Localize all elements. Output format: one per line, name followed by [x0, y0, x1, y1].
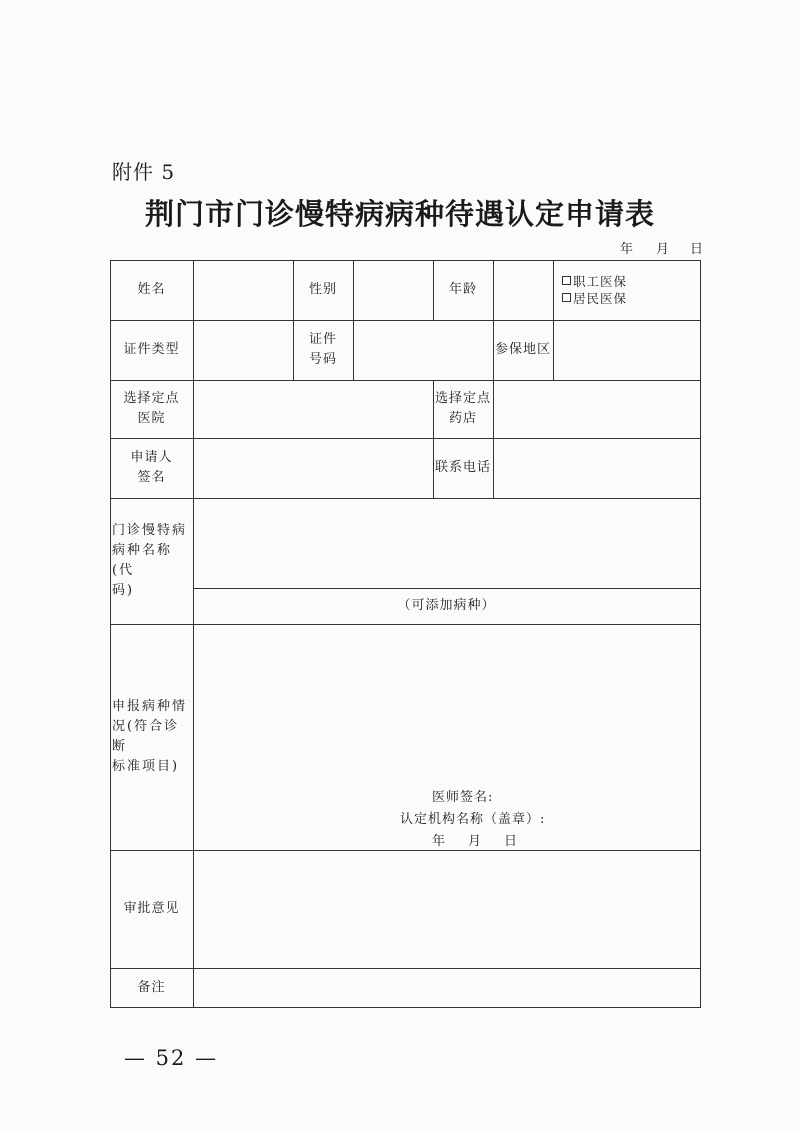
id-number-label-line: 证件: [308, 332, 337, 347]
date-year: 年: [620, 242, 634, 257]
sign-day: 日: [504, 834, 519, 849]
age-field[interactable]: [493, 260, 553, 320]
employee-insurance-label: 职工医保: [573, 274, 628, 289]
pharmacy-label-line: 药店: [448, 411, 477, 426]
disease-label-line: 病种名称(代: [112, 543, 173, 578]
checkbox-icon[interactable]: [562, 293, 571, 302]
region-label: 参保地区: [494, 342, 551, 357]
checkbox-icon[interactable]: [562, 276, 571, 285]
disease-name-label: [112, 498, 193, 624]
remarks-field[interactable]: [193, 968, 700, 1007]
id-number-label: [293, 320, 353, 380]
applicant-signature-field[interactable]: [193, 438, 433, 498]
name-field[interactable]: [193, 260, 293, 320]
institution-name-label: 认定机构名称（盖章）:: [400, 812, 546, 827]
resident-insurance-label: 居民医保: [573, 291, 628, 306]
applicant-label-line: 申请人: [130, 450, 173, 465]
remarks-label: 备注: [137, 979, 166, 995]
age-label: 年龄: [448, 282, 477, 297]
pharmacy-label-line: 选择定点: [434, 391, 491, 406]
page-number: — 52 —: [124, 1046, 219, 1070]
table-border-bottom: [110, 1007, 701, 1008]
condition-label-line: 标准项目): [112, 759, 180, 774]
sign-year: 年: [432, 834, 447, 849]
resident-insurance-option[interactable]: [562, 290, 627, 307]
condition-field[interactable]: [193, 624, 700, 784]
name-label: 姓名: [137, 282, 166, 297]
pharmacy-label: [433, 380, 493, 438]
id-type-label: 证件类型: [123, 342, 180, 357]
condition-label-line: 况(符合诊断: [112, 719, 180, 754]
approval-field[interactable]: [193, 850, 700, 968]
phone-label: 联系电话: [434, 460, 491, 475]
phone-field[interactable]: [493, 438, 700, 498]
condition-label-line: 申报病种情: [112, 699, 188, 714]
doctor-signature-label: 医师签名:: [432, 790, 494, 805]
id-number-label-line: 号码: [308, 352, 337, 367]
hospital-label: [110, 380, 193, 438]
hospital-label-line: 医院: [137, 411, 166, 426]
page-title: 荆门市门诊慢特病病种待遇认定申请表: [144, 197, 655, 231]
table-border-right: [700, 260, 701, 1008]
disease-name-field[interactable]: [193, 498, 700, 588]
date-day: 日: [690, 242, 704, 257]
disease-label-line: 门诊慢特病: [112, 523, 188, 538]
region-field[interactable]: [553, 320, 700, 380]
condition-label: [112, 624, 193, 850]
date-month: 月: [656, 242, 670, 257]
employee-insurance-option[interactable]: [562, 273, 627, 290]
approval-label: 审批意见: [123, 901, 180, 916]
insurance-type-options: [562, 273, 627, 307]
id-number-field[interactable]: [353, 320, 493, 380]
sign-month: 月: [468, 834, 483, 849]
applicant-signature-label: [110, 438, 193, 498]
gender-label: 性别: [308, 282, 337, 297]
disease-label-line: 码): [112, 583, 135, 598]
hospital-field[interactable]: [193, 380, 433, 438]
add-disease-hint[interactable]: （可添加病种）: [397, 598, 496, 613]
hospital-label-line: 选择定点: [123, 391, 180, 406]
applicant-label-line: 签名: [137, 470, 166, 485]
gender-field[interactable]: [353, 260, 433, 320]
id-type-field[interactable]: [193, 320, 293, 380]
pharmacy-field[interactable]: [493, 380, 700, 438]
attachment-label: 附件 5: [112, 160, 176, 184]
